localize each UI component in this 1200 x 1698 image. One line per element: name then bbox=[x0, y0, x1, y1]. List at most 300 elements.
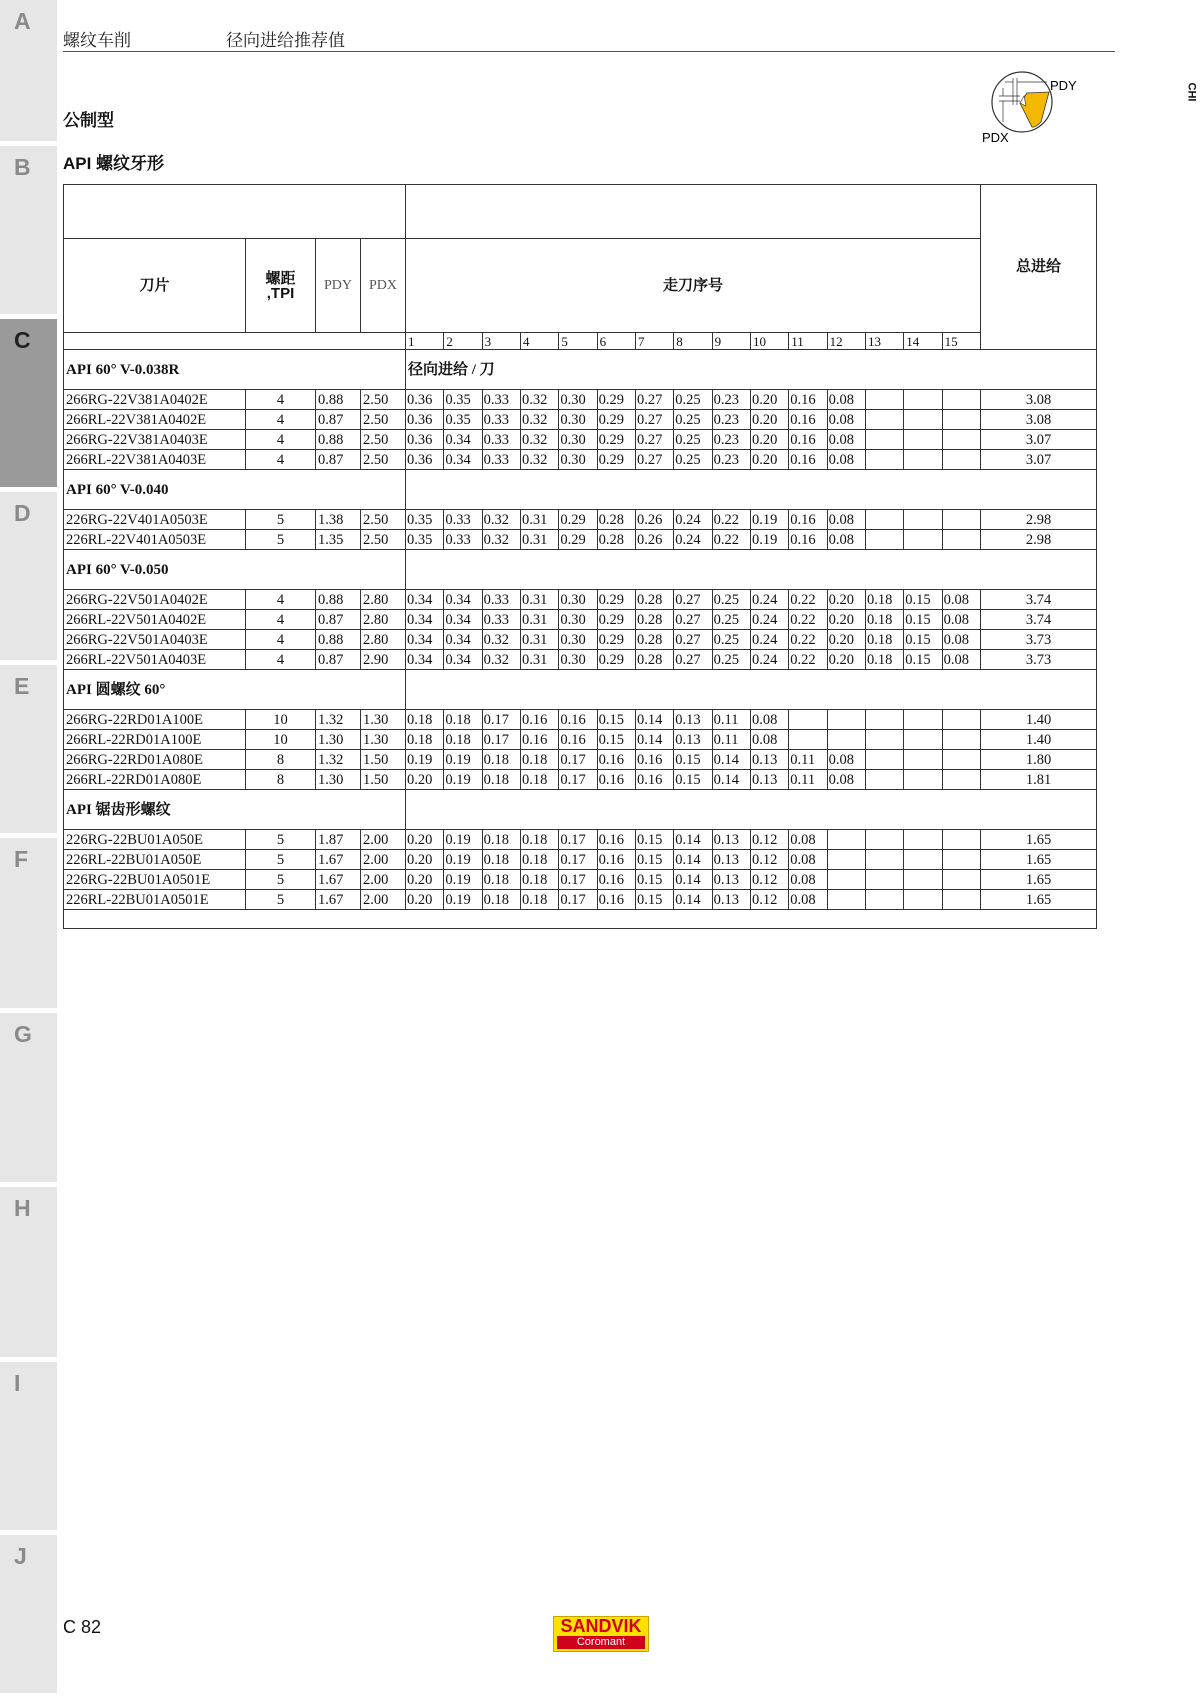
pass-value bbox=[904, 830, 942, 850]
pass-value bbox=[904, 510, 942, 530]
pass-value: 0.25 bbox=[674, 430, 712, 450]
pass-value: 0.14 bbox=[712, 770, 750, 790]
pass-value: 0.11 bbox=[712, 710, 750, 730]
table-row bbox=[64, 410, 1097, 430]
table-row bbox=[64, 650, 1097, 670]
section-row bbox=[64, 670, 1097, 710]
pass-number: 15 bbox=[942, 333, 980, 350]
pass-value bbox=[942, 450, 980, 470]
pass-value: 0.19 bbox=[750, 510, 788, 530]
pdy: 1.30 bbox=[316, 770, 361, 790]
pass-value: 0.25 bbox=[712, 610, 750, 630]
pitch: 10 bbox=[246, 710, 316, 730]
total-feed: 3.07 bbox=[981, 430, 1097, 450]
pass-value: 0.34 bbox=[444, 610, 482, 630]
pass-value: 0.16 bbox=[597, 770, 635, 790]
pdx: 2.50 bbox=[361, 430, 406, 450]
pass-value: 0.24 bbox=[750, 610, 788, 630]
pitch: 4 bbox=[246, 410, 316, 430]
pass-number: 3 bbox=[482, 333, 520, 350]
pass-value: 0.31 bbox=[520, 530, 558, 550]
pass-value: 0.33 bbox=[482, 450, 520, 470]
total-feed: 2.98 bbox=[981, 510, 1097, 530]
pass-value: 0.20 bbox=[750, 430, 788, 450]
tab-letter: B bbox=[14, 154, 31, 180]
pass-value bbox=[942, 890, 980, 910]
pass-value: 0.26 bbox=[635, 510, 673, 530]
pass-value: 0.34 bbox=[406, 650, 444, 670]
insert-code: 266RL-22V381A0403E bbox=[64, 450, 246, 470]
pass-value: 0.36 bbox=[406, 450, 444, 470]
pass-number: 9 bbox=[712, 333, 750, 350]
table-row bbox=[64, 610, 1097, 630]
page-number: C 82 bbox=[63, 1617, 102, 1637]
pass-value: 0.35 bbox=[444, 410, 482, 430]
pdy: 1.87 bbox=[316, 830, 361, 850]
pass-value: 0.29 bbox=[559, 530, 597, 550]
insert-code: 226RL-22BU01A0501E bbox=[64, 890, 246, 910]
pass-value: 0.19 bbox=[444, 890, 482, 910]
pass-number: 11 bbox=[789, 333, 827, 350]
pass-value: 0.22 bbox=[789, 650, 827, 670]
pass-value: 0.19 bbox=[444, 770, 482, 790]
pass-value: 0.15 bbox=[597, 710, 635, 730]
pass-value: 0.32 bbox=[520, 450, 558, 470]
pass-value bbox=[942, 510, 980, 530]
pass-value: 0.20 bbox=[406, 870, 444, 890]
pass-value: 0.25 bbox=[712, 630, 750, 650]
tab-a[interactable] bbox=[0, 0, 57, 141]
pass-value: 0.16 bbox=[789, 530, 827, 550]
pass-value: 0.14 bbox=[635, 730, 673, 750]
pass-value: 0.20 bbox=[827, 590, 865, 610]
pass-value: 0.30 bbox=[559, 650, 597, 670]
pitch: 5 bbox=[246, 830, 316, 850]
pass-value: 0.19 bbox=[444, 750, 482, 770]
pass-value: 0.08 bbox=[942, 630, 980, 650]
pass-value: 0.19 bbox=[444, 850, 482, 870]
pass-value: 0.08 bbox=[750, 730, 788, 750]
pass-value: 0.24 bbox=[674, 510, 712, 530]
pass-value: 0.32 bbox=[482, 510, 520, 530]
section-title: API 锯齿形螺纹 bbox=[64, 790, 406, 830]
total-feed: 2.98 bbox=[981, 530, 1097, 550]
total-feed: 1.40 bbox=[981, 710, 1097, 730]
tab-j[interactable] bbox=[0, 1535, 57, 1693]
tab-e[interactable] bbox=[0, 665, 57, 833]
total-feed: 3.74 bbox=[981, 610, 1097, 630]
pass-value: 0.34 bbox=[444, 430, 482, 450]
pass-value: 0.14 bbox=[674, 890, 712, 910]
pass-value: 0.24 bbox=[750, 650, 788, 670]
pass-value: 0.16 bbox=[597, 890, 635, 910]
pass-value: 0.08 bbox=[827, 430, 865, 450]
pass-value: 0.30 bbox=[559, 430, 597, 450]
empty-row bbox=[64, 910, 1097, 929]
pass-value: 0.17 bbox=[559, 770, 597, 790]
pitch: 8 bbox=[246, 770, 316, 790]
insert-code: 266RL-22V501A0403E bbox=[64, 650, 246, 670]
pass-value: 0.08 bbox=[942, 610, 980, 630]
blank-cell bbox=[64, 333, 406, 350]
pass-value: 0.08 bbox=[789, 850, 827, 870]
insert-code: 266RG-22RD01A080E bbox=[64, 750, 246, 770]
pass-value bbox=[865, 530, 903, 550]
table-row bbox=[64, 450, 1097, 470]
tab-letter: A bbox=[14, 8, 31, 34]
table-row bbox=[64, 870, 1097, 890]
pass-value: 0.11 bbox=[712, 730, 750, 750]
pass-value: 0.18 bbox=[482, 750, 520, 770]
pass-value: 0.31 bbox=[520, 650, 558, 670]
pass-value bbox=[904, 730, 942, 750]
pass-value: 0.12 bbox=[750, 890, 788, 910]
feed-label bbox=[406, 470, 1097, 510]
pass-value: 0.16 bbox=[597, 750, 635, 770]
pass-value: 0.29 bbox=[597, 390, 635, 410]
section-title: API 60° V-0.050 bbox=[64, 550, 406, 590]
pass-value bbox=[904, 390, 942, 410]
pass-value: 0.12 bbox=[750, 850, 788, 870]
pass-value: 0.29 bbox=[597, 590, 635, 610]
pass-value: 0.20 bbox=[406, 890, 444, 910]
insert-code: 266RL-22RD01A080E bbox=[64, 770, 246, 790]
pass-value: 0.13 bbox=[712, 830, 750, 850]
pass-value: 0.15 bbox=[904, 650, 942, 670]
table-row bbox=[64, 390, 1097, 410]
pass-number: 10 bbox=[750, 333, 788, 350]
blank-cell bbox=[64, 910, 1097, 929]
pass-value: 0.20 bbox=[406, 850, 444, 870]
pass-value: 0.34 bbox=[406, 630, 444, 650]
pass-value: 0.28 bbox=[635, 650, 673, 670]
pass-value: 0.34 bbox=[444, 630, 482, 650]
header-subsection: 径向进给推荐值 bbox=[226, 31, 345, 50]
pass-value: 0.15 bbox=[635, 830, 673, 850]
pass-value: 0.20 bbox=[827, 650, 865, 670]
pass-value: 0.18 bbox=[520, 830, 558, 850]
header-row bbox=[64, 239, 1097, 333]
table-row bbox=[64, 630, 1097, 650]
pass-value bbox=[942, 430, 980, 450]
pass-value: 0.31 bbox=[520, 590, 558, 610]
pdx: 2.00 bbox=[361, 830, 406, 850]
pdx: 2.50 bbox=[361, 450, 406, 470]
header-divider bbox=[63, 51, 1115, 52]
pass-value bbox=[904, 890, 942, 910]
pass-value bbox=[865, 890, 903, 910]
pass-value bbox=[865, 850, 903, 870]
pass-value: 0.18 bbox=[406, 710, 444, 730]
pass-number: 2 bbox=[444, 333, 482, 350]
insert-code: 266RL-22RD01A100E bbox=[64, 730, 246, 750]
pdy: 1.32 bbox=[316, 750, 361, 770]
pass-value: 0.32 bbox=[520, 390, 558, 410]
pass-value: 0.33 bbox=[482, 590, 520, 610]
tab-letter: I bbox=[14, 1370, 21, 1396]
header-section: 螺纹车削 bbox=[63, 31, 131, 50]
pdx: 2.50 bbox=[361, 530, 406, 550]
pass-value bbox=[827, 730, 865, 750]
pdy-label: PDY bbox=[1050, 78, 1077, 93]
pass-value: 0.35 bbox=[406, 510, 444, 530]
pdx: 2.80 bbox=[361, 630, 406, 650]
tab-b[interactable] bbox=[0, 146, 57, 314]
total-feed: 1.65 bbox=[981, 830, 1097, 850]
pass-value bbox=[865, 510, 903, 530]
insert-code: 226RG-22BU01A050E bbox=[64, 830, 246, 850]
pass-value bbox=[942, 870, 980, 890]
pass-number: 7 bbox=[635, 333, 673, 350]
pdy: 1.67 bbox=[316, 850, 361, 870]
pass-value: 0.25 bbox=[712, 590, 750, 610]
pass-number: 12 bbox=[827, 333, 865, 350]
pass-value bbox=[827, 890, 865, 910]
pass-value bbox=[865, 450, 903, 470]
pass-value: 0.13 bbox=[674, 730, 712, 750]
insert-code: 266RG-22V501A0402E bbox=[64, 590, 246, 610]
tab-letter: J bbox=[14, 1543, 27, 1569]
pass-value: 0.18 bbox=[520, 850, 558, 870]
pass-value: 0.25 bbox=[674, 390, 712, 410]
pass-value: 0.08 bbox=[942, 590, 980, 610]
pass-value: 0.16 bbox=[597, 830, 635, 850]
pass-value: 0.28 bbox=[635, 590, 673, 610]
table-row bbox=[64, 730, 1097, 750]
feed-label bbox=[406, 550, 1097, 590]
pass-value: 0.30 bbox=[559, 590, 597, 610]
pass-value bbox=[865, 870, 903, 890]
pass-value: 0.27 bbox=[674, 590, 712, 610]
pass-value: 0.20 bbox=[750, 410, 788, 430]
pass-value: 0.17 bbox=[559, 870, 597, 890]
pdx: 1.30 bbox=[361, 730, 406, 750]
pdy: 0.88 bbox=[316, 590, 361, 610]
pass-value bbox=[904, 530, 942, 550]
tab-letter: E bbox=[14, 673, 30, 699]
pitch: 4 bbox=[246, 430, 316, 450]
pass-value bbox=[904, 410, 942, 430]
pass-value: 0.16 bbox=[789, 430, 827, 450]
section-row bbox=[64, 470, 1097, 510]
pitch: 5 bbox=[246, 530, 316, 550]
pass-value: 0.20 bbox=[750, 450, 788, 470]
pass-value bbox=[942, 770, 980, 790]
pitch: 4 bbox=[246, 450, 316, 470]
col-pdx: PDX bbox=[361, 239, 406, 333]
pass-value: 0.27 bbox=[635, 410, 673, 430]
pass-value: 0.29 bbox=[597, 450, 635, 470]
pass-value: 0.22 bbox=[712, 530, 750, 550]
pass-value bbox=[827, 710, 865, 730]
pass-value: 0.18 bbox=[520, 770, 558, 790]
total-feed: 3.08 bbox=[981, 410, 1097, 430]
insert-code: 226RL-22V401A0503E bbox=[64, 530, 246, 550]
pitch: 4 bbox=[246, 390, 316, 410]
total-feed: 3.74 bbox=[981, 590, 1097, 610]
section-row bbox=[64, 550, 1097, 590]
pass-number: 4 bbox=[520, 333, 558, 350]
pdy: 1.67 bbox=[316, 890, 361, 910]
col-passes: 走刀序号 bbox=[406, 239, 981, 333]
pass-value: 0.30 bbox=[559, 610, 597, 630]
pdx: 2.00 bbox=[361, 890, 406, 910]
pass-value: 0.20 bbox=[406, 830, 444, 850]
tab-letter: G bbox=[14, 1021, 32, 1047]
pass-value bbox=[865, 750, 903, 770]
heading-api-profile: API 螺纹牙形 bbox=[63, 154, 165, 173]
pass-value: 0.17 bbox=[559, 830, 597, 850]
pass-value: 0.34 bbox=[444, 590, 482, 610]
pass-value: 0.17 bbox=[482, 710, 520, 730]
total-feed: 1.65 bbox=[981, 870, 1097, 890]
total-feed: 3.73 bbox=[981, 630, 1097, 650]
pdy: 1.32 bbox=[316, 710, 361, 730]
pass-value: 0.16 bbox=[597, 870, 635, 890]
pass-value bbox=[942, 750, 980, 770]
pass-value: 0.18 bbox=[444, 710, 482, 730]
pass-number: 6 bbox=[597, 333, 635, 350]
pass-value: 0.29 bbox=[597, 610, 635, 630]
pdy: 0.87 bbox=[316, 450, 361, 470]
total-feed: 3.08 bbox=[981, 390, 1097, 410]
total-feed: 3.73 bbox=[981, 650, 1097, 670]
logo-sandvik: SANDVIK bbox=[560, 1616, 642, 1636]
pass-value bbox=[904, 870, 942, 890]
pass-number: 14 bbox=[904, 333, 942, 350]
pass-value: 0.14 bbox=[674, 850, 712, 870]
section-title: API 60° V-0.040 bbox=[64, 470, 406, 510]
tab-d[interactable] bbox=[0, 492, 57, 660]
pass-value: 0.17 bbox=[482, 730, 520, 750]
pass-value: 0.23 bbox=[712, 430, 750, 450]
pass-value: 0.15 bbox=[674, 750, 712, 770]
tab-g[interactable] bbox=[0, 1013, 57, 1182]
tab-c[interactable] bbox=[0, 319, 57, 487]
pass-value: 0.30 bbox=[559, 390, 597, 410]
pass-value: 0.18 bbox=[865, 650, 903, 670]
pass-value: 0.32 bbox=[482, 530, 520, 550]
insert-code: 226RG-22V401A0503E bbox=[64, 510, 246, 530]
pass-value: 0.18 bbox=[482, 890, 520, 910]
pass-value bbox=[942, 730, 980, 750]
pass-value bbox=[904, 850, 942, 870]
pass-value bbox=[942, 830, 980, 850]
pitch: 10 bbox=[246, 730, 316, 750]
pass-value: 0.35 bbox=[444, 390, 482, 410]
pdy: 1.35 bbox=[316, 530, 361, 550]
pass-value: 0.29 bbox=[597, 410, 635, 430]
pass-value: 0.14 bbox=[712, 750, 750, 770]
pdx: 2.80 bbox=[361, 590, 406, 610]
pass-value: 0.18 bbox=[865, 630, 903, 650]
pass-value: 0.17 bbox=[559, 850, 597, 870]
pass-value: 0.08 bbox=[827, 530, 865, 550]
pass-value bbox=[865, 730, 903, 750]
section-row bbox=[64, 350, 1097, 390]
pass-value: 0.24 bbox=[750, 590, 788, 610]
pass-value bbox=[865, 410, 903, 430]
tab-f[interactable] bbox=[0, 838, 57, 1008]
tab-letter: D bbox=[14, 500, 31, 526]
table-row bbox=[64, 850, 1097, 870]
pass-value: 0.36 bbox=[406, 410, 444, 430]
pdy: 0.87 bbox=[316, 610, 361, 630]
pass-value: 0.13 bbox=[712, 850, 750, 870]
section-title: API 圆螺纹 60° bbox=[64, 670, 406, 710]
pass-value: 0.13 bbox=[674, 710, 712, 730]
total-feed: 1.81 bbox=[981, 770, 1097, 790]
pass-value: 0.14 bbox=[635, 710, 673, 730]
pass-value: 0.16 bbox=[789, 410, 827, 430]
pass-value: 0.22 bbox=[789, 590, 827, 610]
pass-number: 13 bbox=[865, 333, 903, 350]
insert-code: 266RL-22V381A0402E bbox=[64, 410, 246, 430]
pass-value: 0.18 bbox=[482, 770, 520, 790]
pass-value: 0.08 bbox=[827, 770, 865, 790]
pass-value: 0.19 bbox=[444, 830, 482, 850]
pass-value: 0.14 bbox=[674, 830, 712, 850]
pass-value: 0.25 bbox=[712, 650, 750, 670]
pass-value: 0.30 bbox=[559, 450, 597, 470]
pass-value: 0.33 bbox=[482, 610, 520, 630]
pass-value: 0.15 bbox=[635, 890, 673, 910]
pass-value: 0.12 bbox=[750, 870, 788, 890]
pass-value: 0.32 bbox=[482, 650, 520, 670]
tab-h[interactable] bbox=[0, 1187, 57, 1357]
pass-value: 0.33 bbox=[482, 410, 520, 430]
pitch: 4 bbox=[246, 650, 316, 670]
pass-value: 0.13 bbox=[712, 870, 750, 890]
pass-value: 0.08 bbox=[789, 870, 827, 890]
pass-value: 0.16 bbox=[559, 710, 597, 730]
pass-value: 0.24 bbox=[674, 530, 712, 550]
pdx-label: PDX bbox=[982, 130, 1009, 145]
pass-value: 0.33 bbox=[482, 390, 520, 410]
tab-i[interactable] bbox=[0, 1362, 57, 1530]
pitch: 5 bbox=[246, 850, 316, 870]
total-feed: 1.65 bbox=[981, 890, 1097, 910]
table-row bbox=[64, 590, 1097, 610]
feed-label: 径向进给 / 刀 bbox=[406, 350, 1097, 390]
pass-value: 0.34 bbox=[444, 450, 482, 470]
pass-value: 0.16 bbox=[520, 710, 558, 730]
pitch: 5 bbox=[246, 510, 316, 530]
pass-value: 0.33 bbox=[444, 510, 482, 530]
pass-value bbox=[942, 390, 980, 410]
pass-value: 0.15 bbox=[674, 770, 712, 790]
pass-value: 0.27 bbox=[635, 390, 673, 410]
pass-value: 0.34 bbox=[444, 650, 482, 670]
pass-value bbox=[789, 730, 827, 750]
pass-value: 0.27 bbox=[674, 610, 712, 630]
pass-value bbox=[789, 710, 827, 730]
pass-value: 0.22 bbox=[789, 610, 827, 630]
pass-value: 0.16 bbox=[635, 770, 673, 790]
pdy: 0.88 bbox=[316, 630, 361, 650]
table-row bbox=[64, 770, 1097, 790]
pass-value bbox=[942, 530, 980, 550]
pass-value: 0.18 bbox=[520, 890, 558, 910]
table-row bbox=[64, 830, 1097, 850]
pass-value bbox=[942, 850, 980, 870]
insert-code: 226RL-22BU01A050E bbox=[64, 850, 246, 870]
header-row-top bbox=[64, 185, 1097, 239]
pass-value: 0.08 bbox=[942, 650, 980, 670]
pass-value: 0.16 bbox=[597, 850, 635, 870]
pass-value: 0.19 bbox=[444, 870, 482, 890]
pass-value: 0.20 bbox=[750, 390, 788, 410]
